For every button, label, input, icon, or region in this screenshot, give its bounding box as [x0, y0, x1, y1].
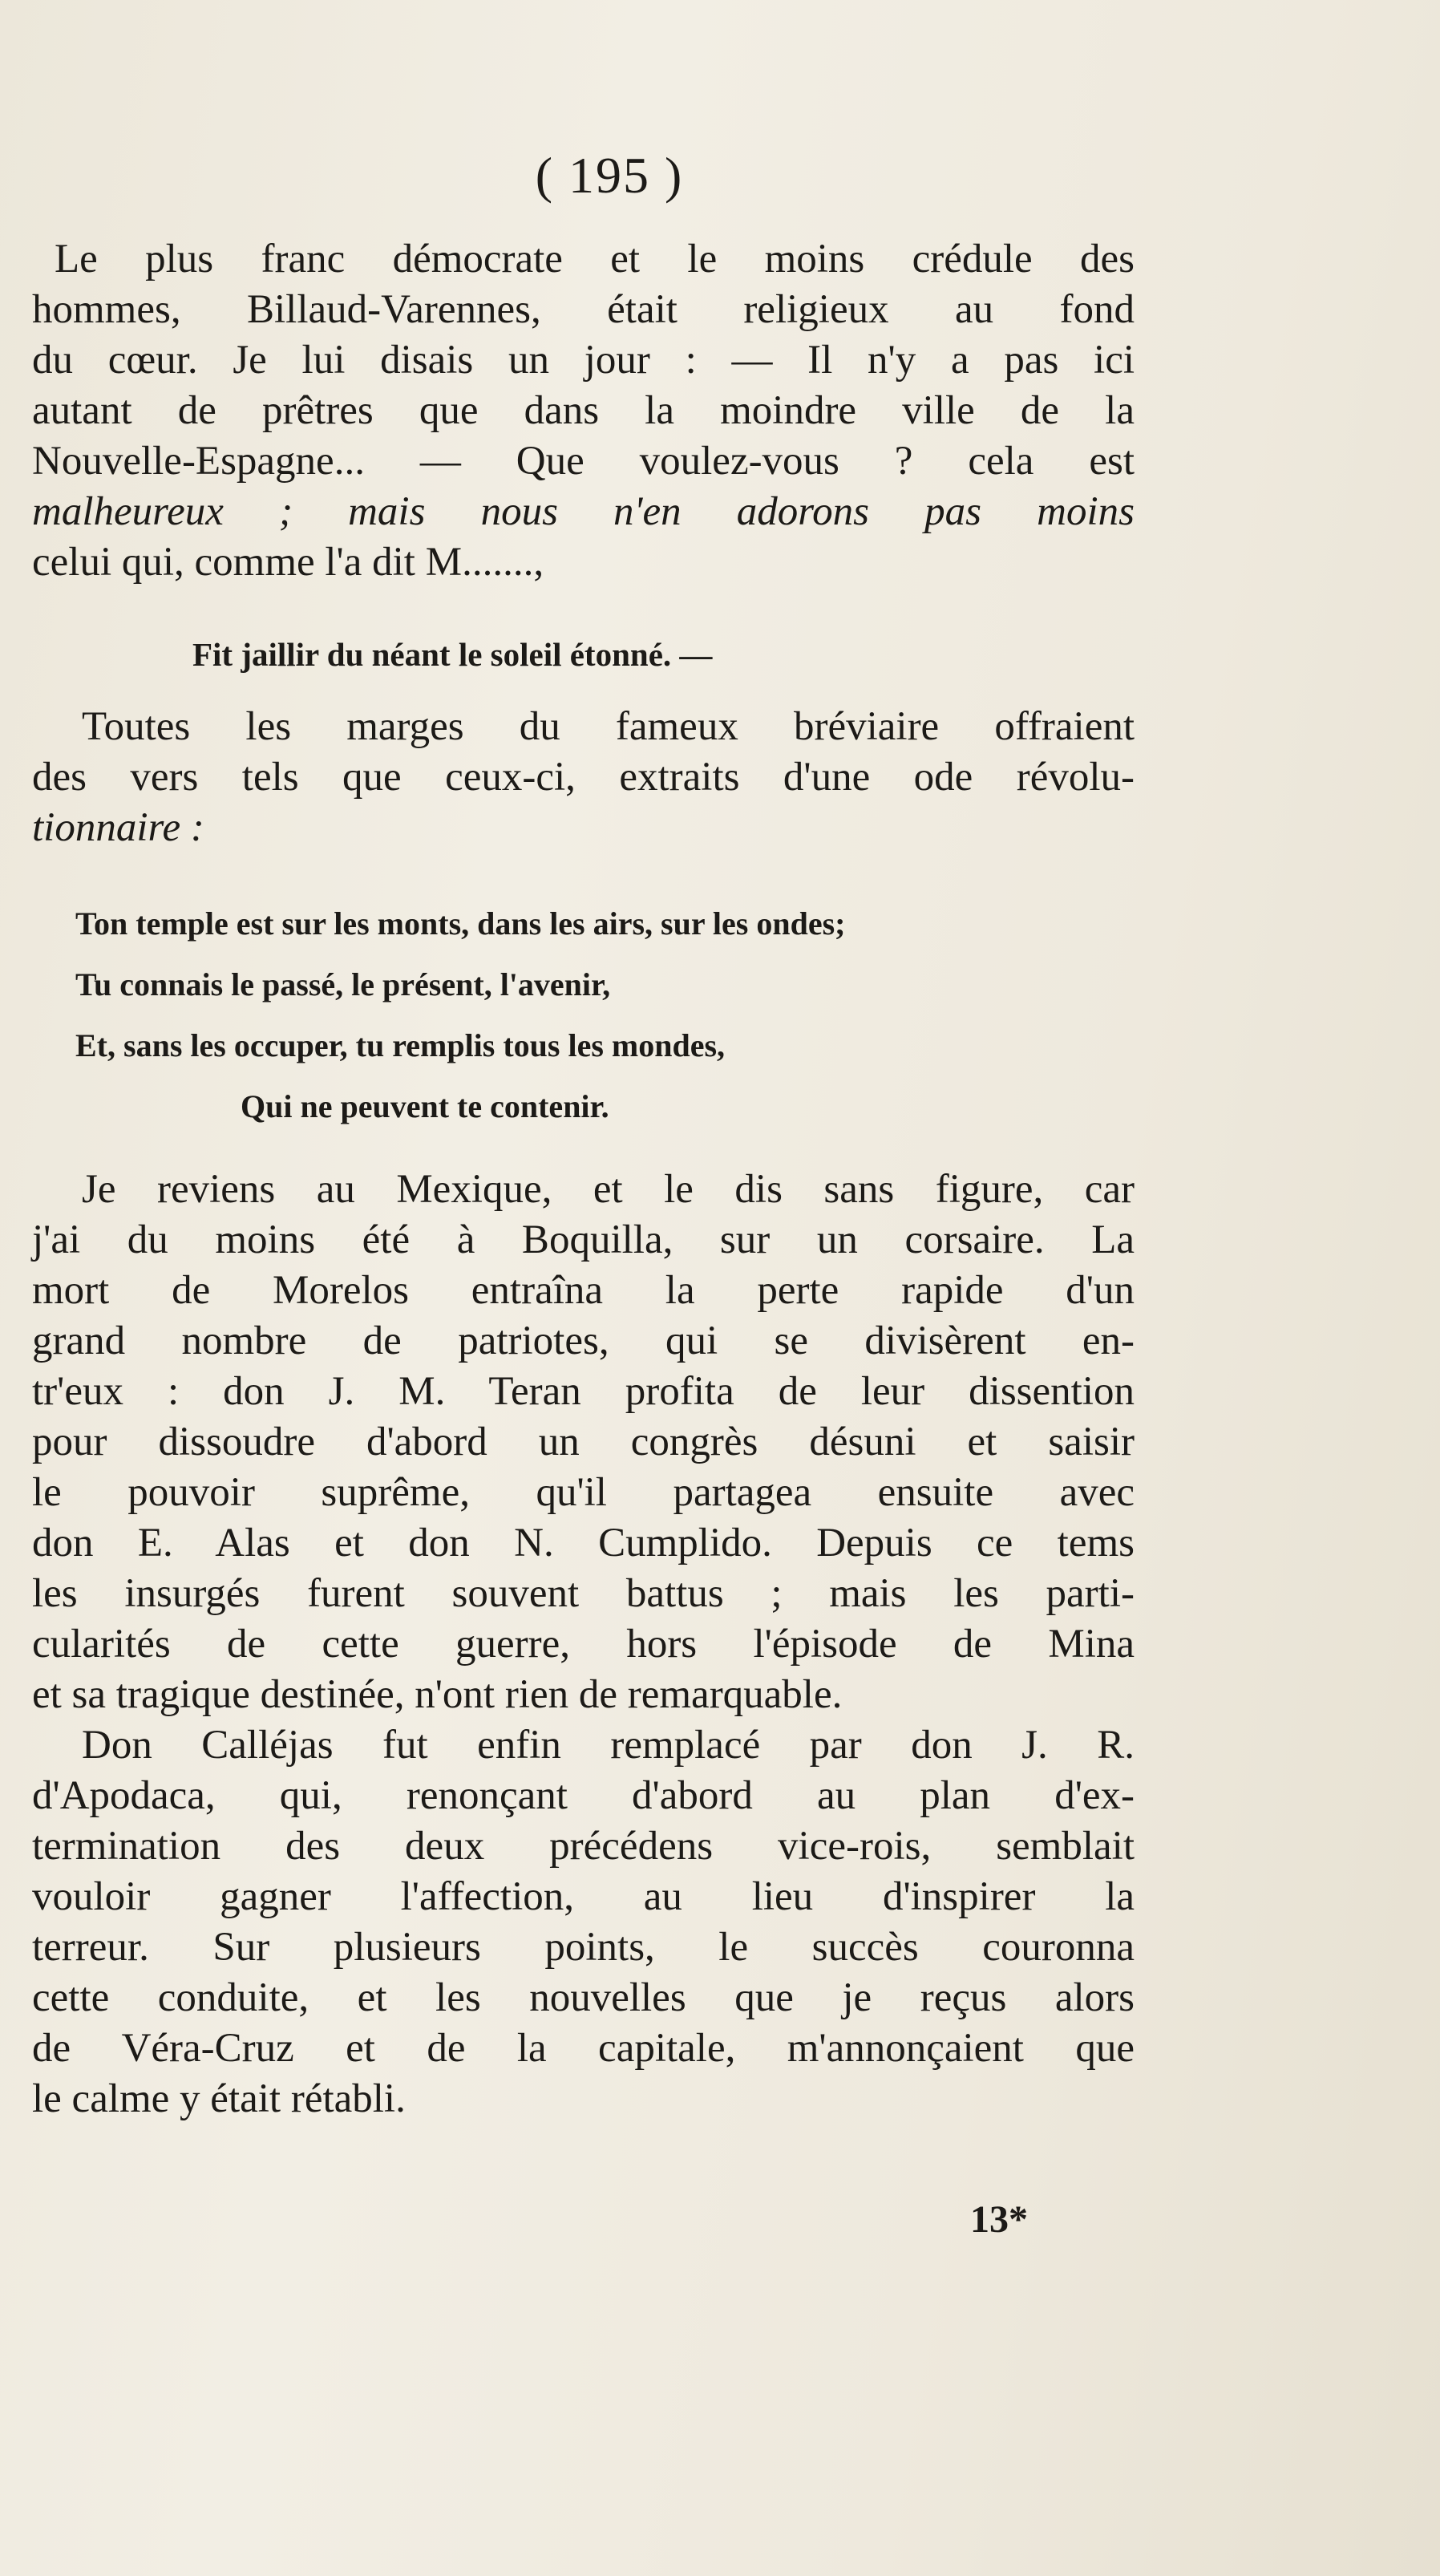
text-line: Toutes les marges du fameux bréviaire offraient [82, 704, 1135, 749]
text-line: tionnaire : [32, 805, 204, 850]
text-line: cularités de cette guerre, hors l'épisode de Mina [32, 1622, 1135, 1667]
text-line: termination des deux précédens vice-rois, semblait [32, 1824, 1135, 1869]
text-line: le calme y était rétabli. [32, 2076, 406, 2121]
text-line: j'ai du moins été à Boquilla, sur un corsaire. La [32, 1217, 1135, 1262]
text-line: Le plus franc démocrate et le moins crédule des [55, 237, 1135, 281]
text-line: du cœur. Je lui disais un jour : — Il n'y a pas ici [32, 338, 1135, 383]
text-line: mort de Morelos entraîna la perte rapide d'un [32, 1268, 1135, 1313]
text-line: vouloir gagner l'affection, au lieu d'inspirer la [32, 1874, 1135, 1919]
paragraph-3 [32, 1164, 1135, 1720]
text-line: pour dissoudre d'abord un congrès désuni et saisir [32, 1420, 1135, 1464]
text-line: hommes, Billaud-Varennes, était religieux au fond [32, 287, 1135, 332]
paragraph-4 [32, 1720, 1135, 2124]
text-line: Don Calléjas fut enfin remplacé par don J. R. [82, 1723, 1135, 1768]
text-line: celui qui, comme l'a dit M......., [32, 540, 544, 585]
text-line: grand nombre de patriotes, qui se divisèrent en- [32, 1318, 1135, 1363]
text-line-italic-start [32, 487, 1135, 537]
text-line: Je reviens au Mexique, et le dis sans figure, car [82, 1167, 1135, 1212]
verse-line-3: Et, sans les occuper, tu remplis tous les mondes, [75, 1027, 726, 1063]
verse-line-4: Qui ne peuvent te contenir. [241, 1088, 609, 1124]
text-line: des vers tels que ceux-ci, extraits d'une ode révolu- [32, 755, 1135, 800]
text-line: d'Apodaca, qui, renonçant d'abord au plan d'ex- [32, 1773, 1135, 1818]
text-line: le pouvoir suprême, qu'il partagea ensuite avec [32, 1470, 1135, 1515]
verse-line-2: Tu connais le passé, le présent, l'avenir, [75, 966, 611, 1002]
text-line: Nouvelle-Espagne... — Que voulez-vous ? cela est [32, 439, 1135, 484]
text-line: les insurgés furent souvent battus ; mais les parti- [32, 1571, 1135, 1616]
text-line: autant de prêtres que dans la moindre ville de la [32, 388, 1135, 433]
paragraph-1 [32, 234, 1135, 588]
text-line: malheureux ; mais nous n'en adorons pas moins [32, 489, 1135, 534]
text-line: et sa tragique destinée, n'ont rien de remarquable. [32, 1672, 843, 1717]
text-line: terreur. Sur plusieurs points, le succès couronna [32, 1925, 1135, 1970]
page-number: ( 195 ) [535, 147, 684, 204]
paragraph-2 [32, 702, 1135, 853]
text-line: cette conduite, et les nouvelles que je reçus alors [32, 1975, 1135, 2020]
text-line: tr'eux : don J. M. Teran profita de leur dissention [32, 1369, 1135, 1414]
quoted-verse: Fit jaillir du néant le soleil étonné. — [192, 636, 713, 673]
text-line: de Véra-Cruz et de la capitale, m'annonçaient que [32, 2026, 1135, 2071]
verse-line-1: Ton temple est sur les monts, dans les airs, sur les ondes; [75, 905, 846, 942]
signature-mark: 13* [970, 2198, 1028, 2241]
text-line: don E. Alas et don N. Cumplido. Depuis ce tems [32, 1521, 1135, 1565]
